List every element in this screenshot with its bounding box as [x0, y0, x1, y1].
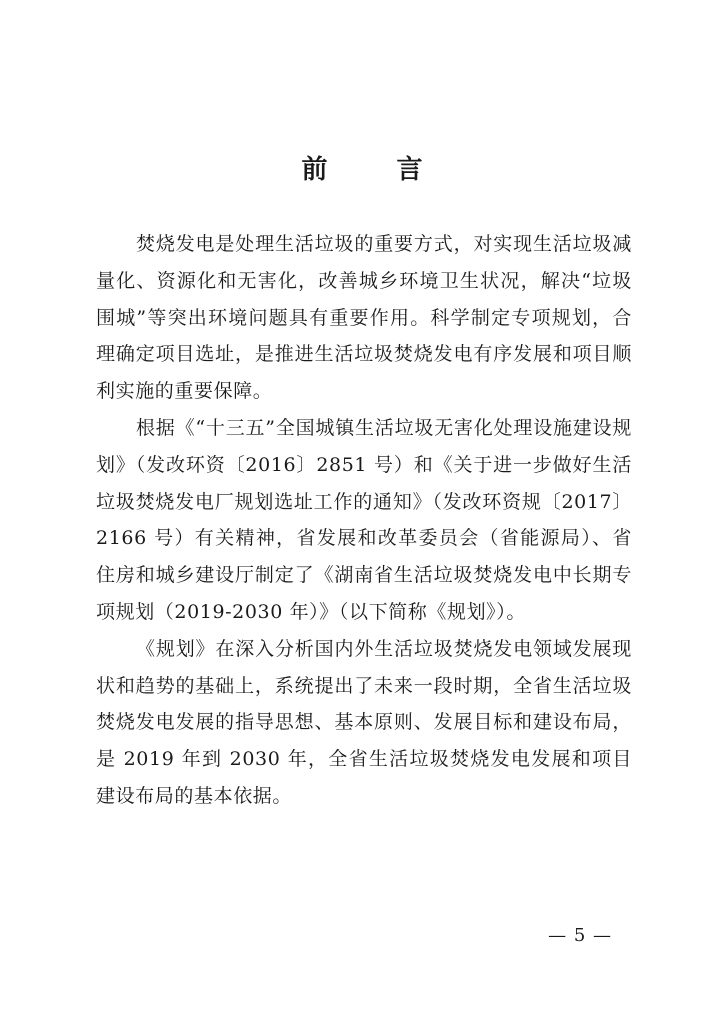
page-title: 前 言	[301, 155, 453, 185]
document-body	[96, 226, 632, 815]
paragraph-1: 焚烧发电是处理生活垃圾的重要方式，对实现生活垃圾减量化、资源化和无害化，改善城乡环境卫生状况，解决“垃圾围城”等突出环境问题具有重要作用。科学制定专项规划，合理确定项目选址，是推进生活垃圾焚烧发电有序发展和项目顺利实施的重要保障。	[96, 233, 632, 403]
paragraph-3: 《规划》在深入分析国内外生活垃圾焚烧发电领域发展现状和趋势的基础上，系统提出了未来一段时期，全省生活垃圾焚烧发电发展的指导思想、基本原则、发展目标和建设布局，是 2019 年到 2030 年，全省生活垃圾焚烧发电发展和项目建设布局的基本依据。	[96, 637, 632, 807]
paragraph-2: 根据《“十三五”全国城镇生活垃圾无害化处理设施建设规划》（发改环资〔2016〕2851 号）和《关于进一步做好生活垃圾焚烧发电厂规划选址工作的通知》（发改环资规〔2017〕2166 号）有关精神，省发展和改革委员会（省能源局）、省住房和城乡建设厅制定了《湖南省生活垃圾焚烧发电中长期专项规划（2019-2030 年）》（以下简称《规划》）。	[96, 416, 632, 623]
page-number: — 5 —	[548, 925, 612, 946]
